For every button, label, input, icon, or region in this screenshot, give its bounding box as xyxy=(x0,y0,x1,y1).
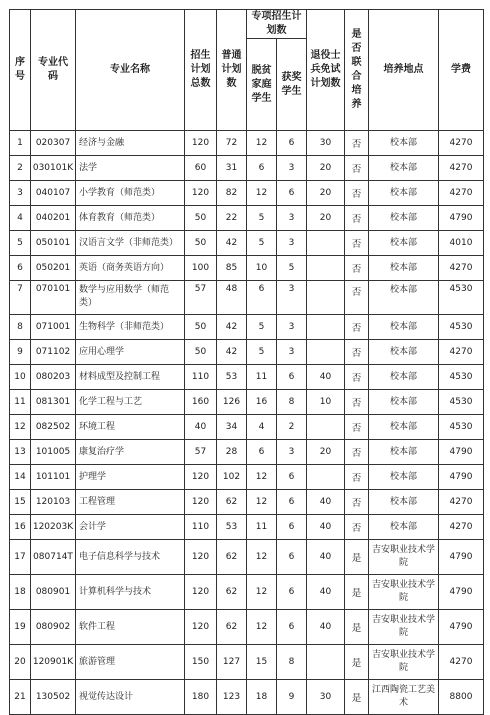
table-row xyxy=(10,206,484,231)
cell-general: 62 xyxy=(217,575,247,610)
cell-seq: 9 xyxy=(10,340,31,365)
cell-total: 120 xyxy=(185,540,217,575)
cell-location: 吉安职业技术学院 xyxy=(369,645,439,680)
cell-fee: 4790 xyxy=(439,575,484,610)
cell-joint: 否 xyxy=(345,256,369,281)
cell-general: 42 xyxy=(217,315,247,340)
cell-name: 汉语言文学（非师范类） xyxy=(76,231,185,256)
cell-general: 127 xyxy=(217,645,247,680)
cell-award: 3 xyxy=(277,156,307,181)
cell-code: 071102 xyxy=(31,340,76,365)
cell-name: 康复治疗学 xyxy=(76,440,185,465)
cell-name: 护理学 xyxy=(76,465,185,490)
cell-fee: 4270 xyxy=(439,256,484,281)
cell-poverty: 16 xyxy=(247,390,277,415)
cell-fee: 4790 xyxy=(439,540,484,575)
cell-total: 120 xyxy=(185,181,217,206)
cell-total: 100 xyxy=(185,256,217,281)
cell-award: 6 xyxy=(277,465,307,490)
cell-code: 130502 xyxy=(31,680,76,715)
cell-location: 校本部 xyxy=(369,206,439,231)
cell-veteran xyxy=(307,415,345,440)
cell-location: 校本部 xyxy=(369,390,439,415)
cell-general: 42 xyxy=(217,231,247,256)
cell-poverty: 15 xyxy=(247,645,277,680)
cell-name: 会计学 xyxy=(76,515,185,540)
cell-seq: 4 xyxy=(10,206,31,231)
table-row xyxy=(10,156,484,181)
cell-fee: 4790 xyxy=(439,206,484,231)
cell-general: 102 xyxy=(217,465,247,490)
cell-veteran: 30 xyxy=(307,131,345,156)
cell-general: 85 xyxy=(217,256,247,281)
cell-poverty: 12 xyxy=(247,610,277,645)
cell-joint: 否 xyxy=(345,156,369,181)
cell-veteran: 30 xyxy=(307,680,345,715)
table-row xyxy=(10,340,484,365)
header-poverty: 脱贫家庭学生 xyxy=(247,39,277,131)
cell-veteran: 20 xyxy=(307,181,345,206)
cell-veteran: 10 xyxy=(307,390,345,415)
table-row xyxy=(10,465,484,490)
cell-location: 校本部 xyxy=(369,340,439,365)
cell-poverty: 12 xyxy=(247,465,277,490)
header-general: 普通计划数 xyxy=(217,10,247,131)
table-row xyxy=(10,490,484,515)
cell-fee: 4790 xyxy=(439,610,484,645)
cell-award: 6 xyxy=(277,490,307,515)
cell-award: 3 xyxy=(277,206,307,231)
cell-seq: 1 xyxy=(10,131,31,156)
cell-fee: 4270 xyxy=(439,181,484,206)
cell-poverty: 11 xyxy=(247,365,277,390)
cell-total: 57 xyxy=(185,440,217,465)
cell-award: 6 xyxy=(277,365,307,390)
cell-veteran: 20 xyxy=(307,156,345,181)
cell-code: 071001 xyxy=(31,315,76,340)
cell-location: 吉安职业技术学院 xyxy=(369,575,439,610)
cell-total: 57 xyxy=(185,281,217,315)
cell-seq: 14 xyxy=(10,465,31,490)
cell-seq: 13 xyxy=(10,440,31,465)
cell-seq: 8 xyxy=(10,315,31,340)
table-row xyxy=(10,256,484,281)
cell-total: 50 xyxy=(185,206,217,231)
cell-code: 070101 xyxy=(31,281,76,315)
table-row xyxy=(10,231,484,256)
cell-award: 6 xyxy=(277,131,307,156)
cell-joint: 否 xyxy=(345,440,369,465)
cell-poverty: 12 xyxy=(247,181,277,206)
cell-name: 体育教育（师范类） xyxy=(76,206,185,231)
cell-award: 3 xyxy=(277,231,307,256)
cell-award: 6 xyxy=(277,181,307,206)
cell-location: 校本部 xyxy=(369,515,439,540)
cell-code: 120103 xyxy=(31,490,76,515)
cell-general: 72 xyxy=(217,131,247,156)
header-total: 招生计划总数 xyxy=(185,10,217,131)
header-location: 培养地点 xyxy=(369,10,439,131)
cell-poverty: 6 xyxy=(247,156,277,181)
cell-veteran: 40 xyxy=(307,365,345,390)
cell-code: 080203 xyxy=(31,365,76,390)
cell-code: 120901K xyxy=(31,645,76,680)
cell-joint: 是 xyxy=(345,645,369,680)
table-row xyxy=(10,680,484,715)
cell-veteran xyxy=(307,465,345,490)
table-row xyxy=(10,131,484,156)
cell-veteran xyxy=(307,340,345,365)
cell-seq: 17 xyxy=(10,540,31,575)
cell-poverty: 4 xyxy=(247,415,277,440)
cell-veteran: 40 xyxy=(307,490,345,515)
cell-total: 160 xyxy=(185,390,217,415)
cell-location: 校本部 xyxy=(369,365,439,390)
cell-award: 6 xyxy=(277,540,307,575)
header-veteran: 退役士兵免试计划数 xyxy=(307,10,345,131)
cell-fee: 4270 xyxy=(439,645,484,680)
cell-code: 080902 xyxy=(31,610,76,645)
cell-code: 081301 xyxy=(31,390,76,415)
cell-veteran: 40 xyxy=(307,575,345,610)
cell-joint: 否 xyxy=(345,181,369,206)
cell-general: 62 xyxy=(217,490,247,515)
cell-veteran xyxy=(307,315,345,340)
header-joint: 是否联合培养 xyxy=(345,10,369,131)
cell-poverty: 5 xyxy=(247,206,277,231)
cell-fee: 4790 xyxy=(439,440,484,465)
cell-name: 生物科学（非师范类） xyxy=(76,315,185,340)
cell-joint: 是 xyxy=(345,680,369,715)
cell-veteran xyxy=(307,645,345,680)
cell-joint: 否 xyxy=(345,206,369,231)
cell-general: 31 xyxy=(217,156,247,181)
cell-poverty: 12 xyxy=(247,131,277,156)
cell-code: 080714T xyxy=(31,540,76,575)
cell-name: 英语（商务英语方向） xyxy=(76,256,185,281)
cell-award: 5 xyxy=(277,256,307,281)
cell-name: 电子信息科学与技术 xyxy=(76,540,185,575)
cell-location: 校本部 xyxy=(369,440,439,465)
cell-seq: 10 xyxy=(10,365,31,390)
cell-veteran: 40 xyxy=(307,610,345,645)
cell-location: 校本部 xyxy=(369,465,439,490)
cell-general: 28 xyxy=(217,440,247,465)
cell-veteran: 40 xyxy=(307,515,345,540)
header-seq: 序号 xyxy=(10,10,31,131)
table-row xyxy=(10,315,484,340)
cell-poverty: 5 xyxy=(247,315,277,340)
cell-code: 030101K xyxy=(31,156,76,181)
cell-award: 6 xyxy=(277,610,307,645)
cell-total: 40 xyxy=(185,415,217,440)
cell-location: 校本部 xyxy=(369,490,439,515)
cell-total: 50 xyxy=(185,315,217,340)
cell-fee: 4270 xyxy=(439,156,484,181)
cell-total: 110 xyxy=(185,365,217,390)
cell-fee: 4270 xyxy=(439,490,484,515)
cell-joint: 是 xyxy=(345,575,369,610)
table-row xyxy=(10,575,484,610)
cell-award: 6 xyxy=(277,515,307,540)
cell-fee: 4530 xyxy=(439,315,484,340)
cell-joint: 否 xyxy=(345,231,369,256)
cell-joint: 否 xyxy=(345,131,369,156)
cell-poverty: 11 xyxy=(247,515,277,540)
cell-joint: 否 xyxy=(345,415,369,440)
cell-veteran: 40 xyxy=(307,540,345,575)
cell-award: 9 xyxy=(277,680,307,715)
cell-joint: 否 xyxy=(345,390,369,415)
cell-name: 材料成型及控制工程 xyxy=(76,365,185,390)
cell-veteran xyxy=(307,256,345,281)
cell-code: 050201 xyxy=(31,256,76,281)
cell-veteran: 20 xyxy=(307,440,345,465)
header-fee: 学费 xyxy=(439,10,484,131)
cell-general: 34 xyxy=(217,415,247,440)
table-row xyxy=(10,415,484,440)
cell-fee: 4530 xyxy=(439,390,484,415)
cell-poverty: 10 xyxy=(247,256,277,281)
cell-location: 吉安职业技术学院 xyxy=(369,610,439,645)
cell-fee: 4530 xyxy=(439,281,484,315)
cell-general: 82 xyxy=(217,181,247,206)
cell-fee: 4270 xyxy=(439,131,484,156)
cell-seq: 16 xyxy=(10,515,31,540)
cell-location: 校本部 xyxy=(369,256,439,281)
cell-code: 020307 xyxy=(31,131,76,156)
cell-name: 应用心理学 xyxy=(76,340,185,365)
cell-poverty: 12 xyxy=(247,575,277,610)
cell-veteran xyxy=(307,231,345,256)
cell-seq: 6 xyxy=(10,256,31,281)
cell-fee: 4790 xyxy=(439,465,484,490)
cell-location: 校本部 xyxy=(369,231,439,256)
cell-total: 120 xyxy=(185,131,217,156)
cell-location: 校本部 xyxy=(369,415,439,440)
cell-poverty: 12 xyxy=(247,540,277,575)
cell-joint: 否 xyxy=(345,365,369,390)
cell-total: 120 xyxy=(185,610,217,645)
header-award: 获奖学生 xyxy=(277,39,307,131)
cell-name: 数学与应用数学（师范类） xyxy=(76,281,185,315)
table-row xyxy=(10,515,484,540)
cell-seq: 20 xyxy=(10,645,31,680)
cell-seq: 21 xyxy=(10,680,31,715)
cell-total: 110 xyxy=(185,515,217,540)
cell-code: 101005 xyxy=(31,440,76,465)
header-code: 专业代码 xyxy=(31,10,76,131)
enrollment-plan-table xyxy=(9,9,484,715)
cell-joint: 否 xyxy=(345,515,369,540)
cell-joint: 是 xyxy=(345,610,369,645)
cell-code: 040201 xyxy=(31,206,76,231)
cell-total: 60 xyxy=(185,156,217,181)
cell-award: 6 xyxy=(277,575,307,610)
cell-code: 082502 xyxy=(31,415,76,440)
cell-seq: 3 xyxy=(10,181,31,206)
cell-name: 法学 xyxy=(76,156,185,181)
cell-veteran: 20 xyxy=(307,206,345,231)
cell-joint: 否 xyxy=(345,315,369,340)
cell-award: 3 xyxy=(277,281,307,315)
cell-location: 校本部 xyxy=(369,315,439,340)
cell-general: 123 xyxy=(217,680,247,715)
cell-total: 50 xyxy=(185,340,217,365)
cell-total: 150 xyxy=(185,645,217,680)
cell-general: 62 xyxy=(217,540,247,575)
cell-fee: 4530 xyxy=(439,365,484,390)
table-row xyxy=(10,610,484,645)
cell-general: 48 xyxy=(217,281,247,315)
cell-award: 3 xyxy=(277,340,307,365)
header-name: 专业名称 xyxy=(76,10,185,131)
cell-general: 126 xyxy=(217,390,247,415)
cell-name: 化学工程与工艺 xyxy=(76,390,185,415)
cell-poverty: 5 xyxy=(247,231,277,256)
cell-seq: 15 xyxy=(10,490,31,515)
cell-award: 8 xyxy=(277,390,307,415)
cell-seq: 12 xyxy=(10,415,31,440)
table-row xyxy=(10,440,484,465)
cell-fee: 4010 xyxy=(439,231,484,256)
cell-poverty: 18 xyxy=(247,680,277,715)
cell-poverty: 6 xyxy=(247,440,277,465)
cell-location: 校本部 xyxy=(369,156,439,181)
table-body xyxy=(10,131,484,715)
cell-location: 校本部 xyxy=(369,181,439,206)
cell-name: 软件工程 xyxy=(76,610,185,645)
cell-name: 旅游管理 xyxy=(76,645,185,680)
enrollment-plan-table-container xyxy=(9,9,483,715)
cell-seq: 7 xyxy=(10,281,31,315)
cell-location: 校本部 xyxy=(369,281,439,315)
cell-general: 22 xyxy=(217,206,247,231)
cell-fee: 4270 xyxy=(439,515,484,540)
table-row xyxy=(10,540,484,575)
cell-location: 校本部 xyxy=(369,131,439,156)
table-row xyxy=(10,645,484,680)
cell-code: 101101 xyxy=(31,465,76,490)
cell-general: 53 xyxy=(217,365,247,390)
cell-total: 50 xyxy=(185,231,217,256)
cell-location: 吉安职业技术学院 xyxy=(369,540,439,575)
cell-total: 120 xyxy=(185,465,217,490)
cell-fee: 4270 xyxy=(439,340,484,365)
cell-fee: 4530 xyxy=(439,415,484,440)
cell-fee: 8800 xyxy=(439,680,484,715)
cell-name: 视觉传达设计 xyxy=(76,680,185,715)
cell-joint: 否 xyxy=(345,465,369,490)
cell-name: 计算机科学与技术 xyxy=(76,575,185,610)
cell-joint: 否 xyxy=(345,281,369,315)
cell-name: 经济与金融 xyxy=(76,131,185,156)
cell-name: 小学教育（师范类） xyxy=(76,181,185,206)
cell-joint: 是 xyxy=(345,540,369,575)
cell-code: 040107 xyxy=(31,181,76,206)
cell-poverty: 5 xyxy=(247,340,277,365)
cell-award: 3 xyxy=(277,315,307,340)
cell-name: 工程管理 xyxy=(76,490,185,515)
cell-award: 3 xyxy=(277,440,307,465)
cell-seq: 2 xyxy=(10,156,31,181)
cell-veteran xyxy=(307,281,345,315)
table-row xyxy=(10,390,484,415)
table-row xyxy=(10,281,484,315)
cell-joint: 否 xyxy=(345,490,369,515)
table-row xyxy=(10,181,484,206)
cell-code: 120203K xyxy=(31,515,76,540)
cell-total: 180 xyxy=(185,680,217,715)
cell-poverty: 12 xyxy=(247,490,277,515)
cell-seq: 5 xyxy=(10,231,31,256)
cell-poverty: 6 xyxy=(247,281,277,315)
cell-award: 8 xyxy=(277,645,307,680)
cell-total: 120 xyxy=(185,575,217,610)
cell-location: 江西陶瓷工艺美术 xyxy=(369,680,439,715)
cell-name: 环境工程 xyxy=(76,415,185,440)
cell-seq: 11 xyxy=(10,390,31,415)
cell-general: 62 xyxy=(217,610,247,645)
cell-code: 050101 xyxy=(31,231,76,256)
cell-seq: 18 xyxy=(10,575,31,610)
cell-general: 42 xyxy=(217,340,247,365)
cell-award: 2 xyxy=(277,415,307,440)
table-row xyxy=(10,365,484,390)
header-special: 专项招生计划数 xyxy=(247,10,307,39)
cell-seq: 19 xyxy=(10,610,31,645)
cell-code: 080901 xyxy=(31,575,76,610)
cell-general: 53 xyxy=(217,515,247,540)
cell-joint: 否 xyxy=(345,340,369,365)
cell-total: 120 xyxy=(185,490,217,515)
